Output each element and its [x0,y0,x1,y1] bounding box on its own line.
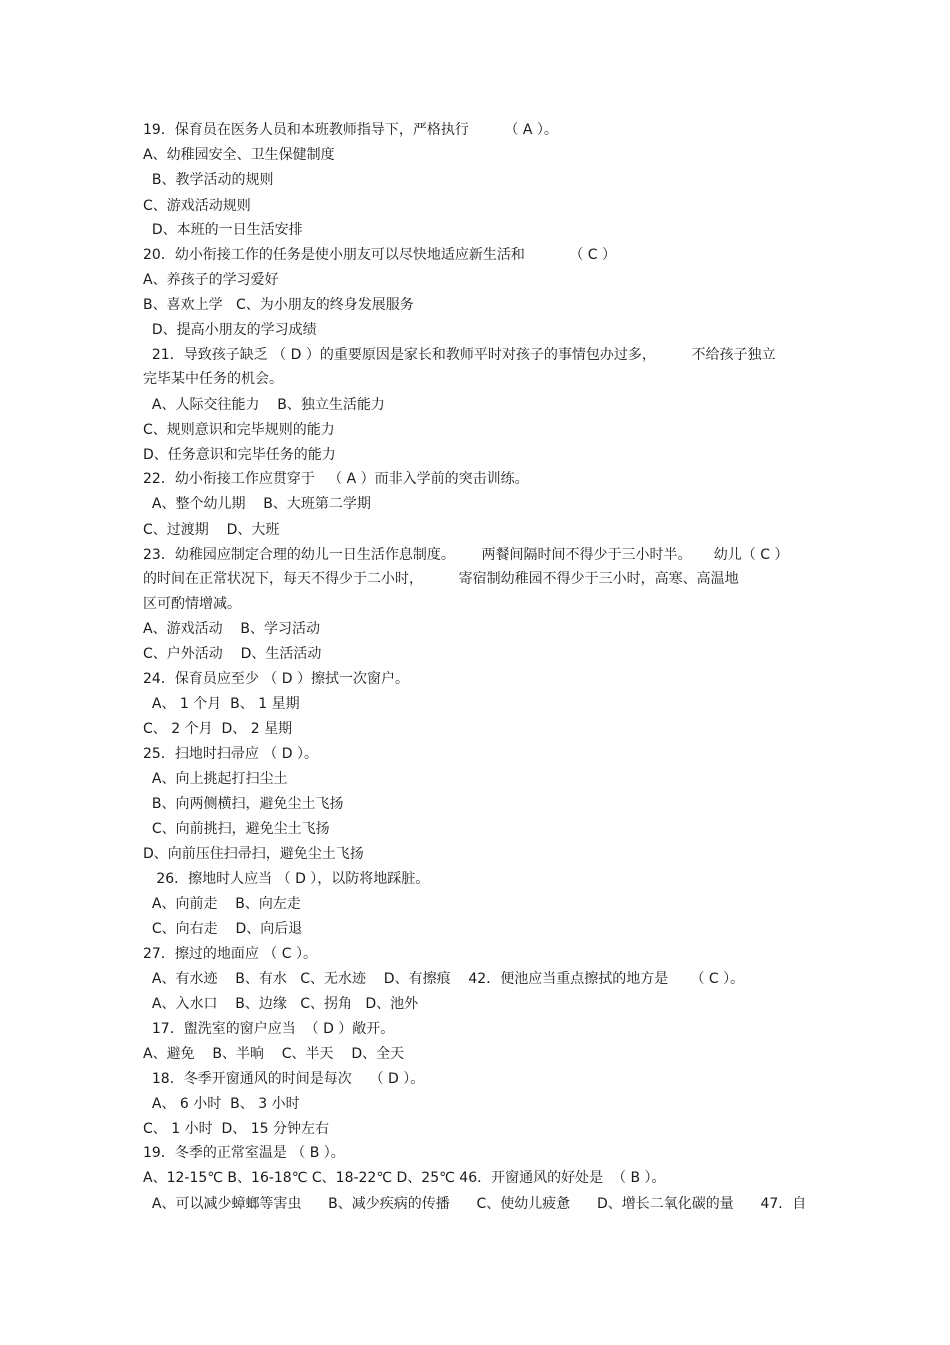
text-line: 26．擦地时人应当 （ D ），以防将地踩脏。 [143,871,430,887]
text-line: A、游戏活动 B、学习活动 [143,621,320,637]
text-line: B、喜欢上学 C、为小朋友的终身发展服务 [143,297,414,313]
text-line: C、向前挑扫，避免尘土飞扬 [143,821,330,837]
text-line: 24．保育员应至少 （ D ）擦拭一次窗户。 [143,671,409,687]
text-line: A、有水迹 B、有水 C、无水迹 D、有擦痕 42．便池应当重点擦拭的地方是 （ C ）。 [143,971,745,987]
text-line: A、12-15℃ B、16-18℃ C、18-22℃ D、25℃ 46．开窗通风的好处是 （ B ）。 [143,1170,666,1186]
text-line: C、户外活动 D、生活活动 [143,646,322,662]
text-line: C、过渡期 D、大班 [143,522,280,538]
text-line: A、入水口 B、边缘 C、拐角 D、池外 [143,996,419,1012]
text-line: 25．扫地时扫帚应 （ D ）。 [143,746,318,762]
text-line: 23．幼稚园应制定合理的幼儿一日生活作息制度。 两餐间隔时间不得少于三小时半。 幼儿（ C ） [143,547,789,563]
text-line: 的时间在正常状况下，每天不得少于二小时， 寄宿制幼稚园不得少于三小时，高寒、高温地 [143,571,739,587]
text-line: 完毕某中任务的机会。 [143,371,283,387]
text-line: 区可酌情增减。 [143,596,241,612]
text-line: A、避免 B、半晌 C、半天 D、全天 [143,1046,405,1062]
text-line: 22．幼小衔接工作应贯穿于 （ A ）而非入学前的突击训练。 [143,471,529,487]
text-line: D、任务意识和完毕任务的能力 [143,447,336,463]
text-line: A、 1 个月 B、 1 星期 [143,696,300,712]
text-line: 17．盥洗室的窗户应当 （ D ）敞开。 [143,1021,395,1037]
text-line: B、向两侧横扫，避免尘土飞扬 [143,796,344,812]
text-line: A、幼稚园安全、卫生保健制度 [143,147,335,163]
text-line: 21．导致孩子缺乏 （ D ）的重要原因是家长和教师平时对孩子的事情包办过多， 不给孩子独立 [143,347,776,363]
text-line: C、游戏活动规则 [143,198,251,214]
text-line: 27．擦过的地面应 （ C ）。 [143,946,317,962]
text-line: 19．冬季的正常室温是 （ B ）。 [143,1145,345,1161]
text-line: A、养孩子的学习爱好 [143,272,279,288]
text-line: A、可以减少蟑螂等害虫 B、减少疾病的传播 C、使幼儿疲惫 D、增长二氧化碳的量 47．自 [143,1196,807,1212]
text-line: 19．保育员在医务人员和本班教师指导下，严格执行 （ A ）。 [143,122,558,138]
text-line: D、本班的一日生活安排 [143,222,303,238]
text-line: C、向右走 D、向后退 [143,921,303,937]
text-line: B、教学活动的规则 [143,172,274,188]
text-line: C、 2 个月 D、 2 星期 [143,721,293,737]
text-line: A、向前走 B、向左走 [143,896,301,912]
text-line: A、人际交往能力 B、独立生活能力 [143,397,385,413]
text-line: 18．冬季开窗通风的时间是每次 （ D ）。 [143,1071,425,1087]
text-line: D、向前压住扫帚扫，避免尘土飞扬 [143,846,364,862]
text-line: A、整个幼儿期 B、大班第二学期 [143,496,371,512]
text-line: C、规则意识和完毕规则的能力 [143,422,335,438]
text-line: D、提高小朋友的学习成绩 [143,322,317,338]
text-line: A、 6 小时 B、 3 小时 [143,1096,300,1112]
text-line: C、 1 小时 D、 15 分钟左右 [143,1121,329,1137]
text-line: A、向上挑起打扫尘土 [143,771,288,787]
text-line: 20．幼小衔接工作的任务是使小朋友可以尽快地适应新生活和 （ C ） [143,247,616,263]
